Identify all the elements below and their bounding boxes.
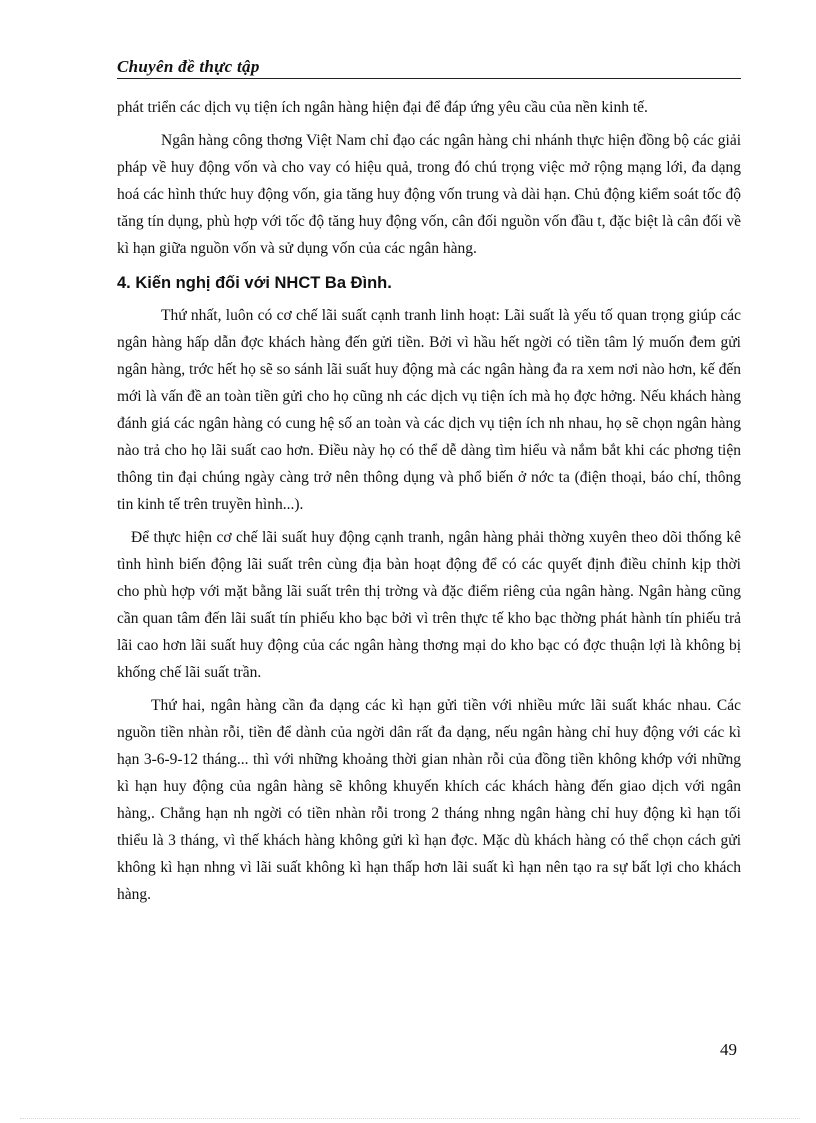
paragraph-2: Ngân hàng công thơng Việt Nam chỉ đạo các ngân hàng chi nhánh thực hiện đồng bộ các giải pháp về huy động vốn và cho vay có hiệu quả, trong đó chú trọng việc mở rộng mạng lới, đa dạng hoá các hình thức huy động vốn, gia tăng huy động vốn trung và dài hạn. Chủ động kiểm soát tốc độ tăng tín dụng, phù hợp với tốc độ tăng huy động vốn, cân đối nguồn vốn đầu t, đặc biệt là cân đối về kì hạn giữa nguồn vốn và sử dụng vốn của các ngân hàng. — [117, 132, 741, 257]
footer-divider — [20, 1118, 800, 1119]
paragraph-4: Để thực hiện cơ chế lãi suất huy động cạnh tranh, ngân hàng phải thờng xuyên theo dõi thống kê tình hình biến động lãi suất trên cùng địa bàn hoạt động để có các quyết định điều chỉnh kịp thời cho phù hợp với mặt bằng lãi suất trên thị trờng và đặc điểm riêng của ngân hàng. Ngân hàng cũng cần quan tâm đến lãi suất tín phiếu kho bạc bởi vì trên thực tế kho bạc thờng phát hành tín phiếu trả lãi cao hơn lãi suất huy động của các ngân hàng thơng mại do kho bạc có đợc thuận lợi là không bị khống chế lãi suất trần. — [117, 529, 741, 681]
paragraph-5: Thứ hai, ngân hàng cần đa dạng các kì hạn gửi tiền với nhiều mức lãi suất khác nhau. Các nguồn tiền nhàn rỗi, tiền để dành của ngời dân rất đa dạng, nếu ngân hàng chỉ huy động với các kì hạn 3-6-9-12 tháng... thì với những khoảng thời gian nhàn rỗi của đồng tiền không khớp với những kì hạn huy động của ngân hàng sẽ không khuyến khích các khách hàng đến giao dịch với ngân hàng,. Chẳng hạn nh ngời có tiền nhàn rỗi trong 2 tháng nhng ngân hàng chỉ huy động kì hạn tối thiểu là 3 tháng, vì thế khách hàng không gửi kì hạn đợc. Mặc dù khách hàng có thể chọn cách gửi không kì hạn nhng vì lãi suất không kì hạn thấp hơn lãi suất kì hạn nên tạo ra sự bất lợi cho khách hàng. — [117, 697, 741, 903]
page-header — [117, 58, 741, 79]
header-title: Chuyên đề thực tập — [117, 57, 260, 76]
paragraph-3: Thứ nhất, luôn có cơ chế lãi suất cạnh tranh linh hoạt: Lãi suất là yếu tố quan trọng giúp các ngân hàng hấp dẫn đợc khách hàng đến gửi tiền. Bởi vì hầu hết ngời có tiền tâm lý muốn đem gửi ngân hàng, trớc hết họ sẽ so sánh lãi suất huy động mà các ngân hàng đa ra xem nơi nào hơn, kế đến mới là vấn đề an toàn tiền gửi cho họ cũng nh các dịch vụ tiện ích mà họ đợc hởng. Nếu khách hàng đánh giá các ngân hàng có cung hệ số an toàn và các dịch vụ tiện ích nh nhau, họ sẽ chọn ngân hàng nào trả cho họ lãi suất cao hơn. Điều này họ có thể dễ dàng tìm hiểu và nắm bắt khi các phơng tiện thông tin đại chúng ngày càng trở nên thông dụng và phổ biến ở nớc ta (điện thoại, báo chí, thông tin kinh tế trên truyền hình...). — [117, 307, 741, 513]
page-number: 49 — [720, 1040, 737, 1059]
document-body — [117, 94, 741, 914]
section-heading: 4. Kiến nghị đối với NHCT Ba Đình. — [117, 274, 392, 292]
paragraph-1: phát triển các dịch vụ tiện ích ngân hàng hiện đại để đáp ứng yêu cầu của nền kinh tế. — [117, 99, 648, 116]
